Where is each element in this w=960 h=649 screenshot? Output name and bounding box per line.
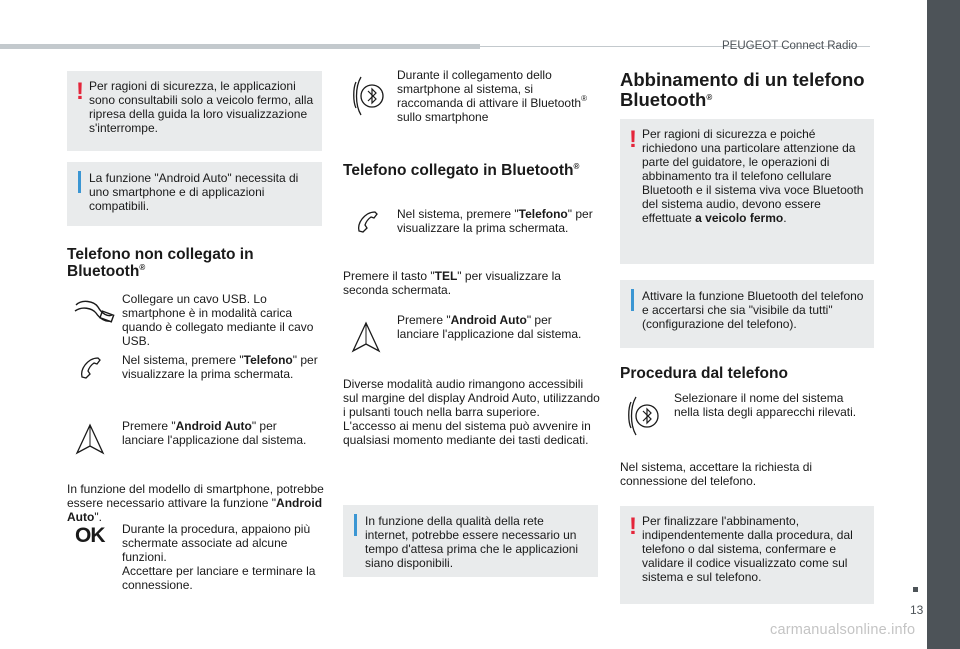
warning-icon: ! (629, 126, 637, 153)
header-title: PEUGEOT Connect Radio (722, 40, 858, 52)
section-heading-procedure: Procedura dal telefono (620, 365, 788, 382)
warning-box-safety (67, 71, 322, 151)
info-box-bluetooth-visible (620, 280, 874, 348)
accept-request-text: Nel sistema, accettare la richiesta di connessione del telefono. (620, 460, 813, 488)
warning-box-pairing (620, 119, 874, 264)
side-tab (927, 0, 960, 649)
android-auto-text-connected: Premere "Android Auto" per lanciare l'applicazione dal sistema. (397, 313, 582, 341)
warning-icon: ! (76, 78, 84, 105)
android-auto-text: Premere "Android Auto" per lanciare l'applicazione dal sistema. (122, 419, 307, 447)
warning-text: Per ragioni di sicurezza e poiché richiedono una particolare attenzione da parte del guidatore, le operazioni di abbinamento tra il telefono cellulare Bluetooth e il sistema viva voce Bluetooth del sistema audio, devono essere effettuate a veicolo fermo. (642, 127, 864, 225)
info-box-network (343, 505, 598, 577)
usb-cable-icon (72, 297, 116, 327)
bluetooth-phone-icon (350, 76, 386, 116)
ok-text: Durante la procedura, appaiono più schermate associate ad alcune funzioni. Accettare per lanciare e terminare la connessione. (122, 522, 316, 592)
header-bar (0, 44, 480, 49)
info-text: In funzione della qualità della rete internet, potrebbe essere necessario un tempo d'attesa prima che le applicazioni siano disponibili. (365, 514, 579, 570)
watermark: carmanualsonline.info (770, 622, 916, 638)
telefono-text: Nel sistema, premere "Telefono" per visualizzare la prima schermata. (122, 353, 318, 381)
audio-modes-text: Diverse modalità audio rimangono accessibili sul margine del display Android Auto, utilizzando i pulsanti touch nella barra superiore. L'accesso ai menu del sistema può avvenire in qualsiasi momento mediante dei tasti dedicati. (343, 377, 600, 447)
bluetooth-phone-icon (625, 396, 661, 436)
warning-text: Per ragioni di sicurezza, le applicazioni sono consultabili solo a veicolo fermo, alla ripresa della guida la loro visualizzazione s'interrompe. (89, 79, 314, 135)
warning-box-finalize (620, 506, 874, 604)
section-heading-connected: Telefono collegato in Bluetooth® (343, 162, 580, 179)
phone-icon (78, 355, 104, 381)
model-text: In funzione del modello di smartphone, potrebbe essere necessario attivare la funzione "Android Auto". (67, 482, 324, 524)
page-number: 13 (910, 603, 924, 617)
tel-key-text: Premere il tasto "TEL" per visualizzare la seconda schermata. (343, 269, 561, 297)
info-icon (631, 289, 634, 311)
info-icon (78, 171, 81, 193)
telefono-text-connected: Nel sistema, premere "Telefono" per visualizzare la prima schermata. (397, 207, 593, 235)
android-auto-icon (75, 423, 105, 455)
phone-icon (355, 209, 381, 235)
section-heading-pairing: Abbinamento di un telefono Bluetooth® (620, 69, 865, 110)
select-device-text: Selezionare il nome del sistema nella lista degli apparecchi rilevati. (674, 391, 857, 419)
usb-text: Collegare un cavo USB. Lo smartphone è in modalità carica quando è collegato mediante il cavo USB. (122, 292, 314, 348)
section-heading-not-connected: Telefono non collegato in Bluetooth® (67, 246, 254, 280)
ok-label: OK (75, 524, 105, 547)
bluetooth-recommend-text: Durante il collegamento dello smartphone al sistema, si raccomanda di attivare il Bluetooth® sullo smartphone (397, 68, 588, 124)
warning-text: Per finalizzare l'abbinamento, indipendentemente dalla procedura, dal telefono o dal sistema, confermare e validare il codice visualizzato come sul sistema e sul telefono. (642, 514, 853, 584)
info-box-android-auto (67, 162, 322, 226)
android-auto-icon (351, 321, 381, 353)
info-text: La funzione "Android Auto" necessita di uno smartphone e di applicazioni compatibili. (89, 171, 299, 213)
page-marker (913, 587, 918, 592)
info-icon (354, 514, 357, 536)
warning-icon: ! (629, 513, 637, 540)
info-text: Attivare la funzione Bluetooth del telefono e accertarsi che sia "visibile da tutti" (configurazione del telefono). (642, 289, 864, 331)
